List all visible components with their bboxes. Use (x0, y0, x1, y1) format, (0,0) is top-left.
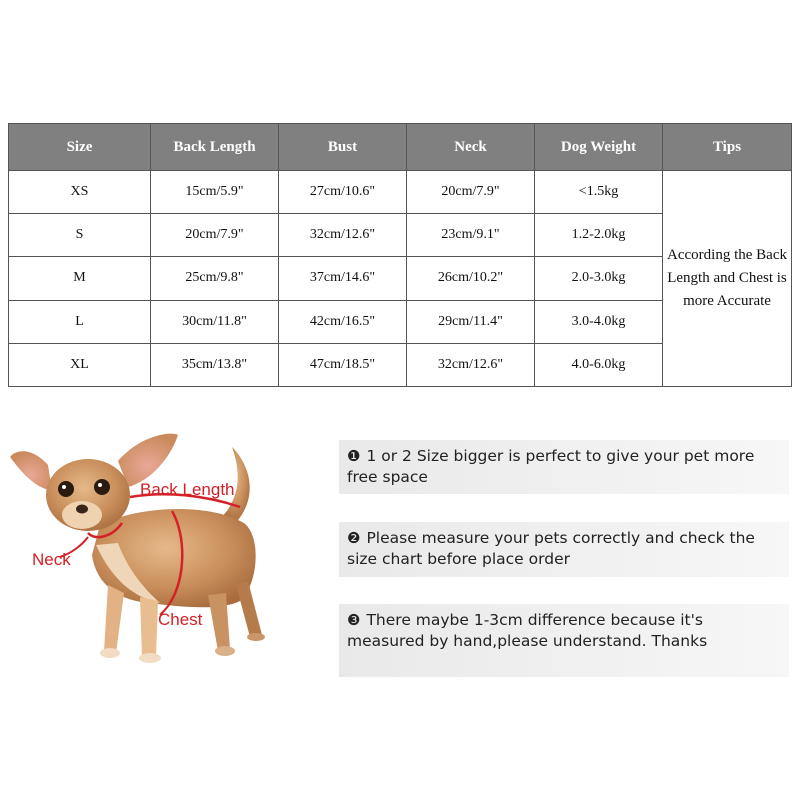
table-header-row (9, 124, 792, 171)
header-neck: Neck (407, 124, 535, 171)
dog-measurement-figure (0, 425, 330, 675)
cell-bust: 42cm/16.5" (279, 300, 407, 343)
table-row (9, 171, 792, 214)
cell-bust: 27cm/10.6" (279, 171, 407, 214)
chest-label: Chest (158, 610, 203, 629)
cell-neck: 23cm/9.1" (407, 214, 535, 257)
note-number-1: ❶ (347, 447, 361, 465)
cell-back-length: 35cm/13.8" (151, 343, 279, 386)
note-text: There maybe 1-3cm difference because it's measured by hand,please understand. Thanks (347, 611, 708, 650)
cell-back-length: 30cm/11.8" (151, 300, 279, 343)
note-text: 1 or 2 Size bigger is perfect to give your pet more free space (347, 447, 755, 486)
cell-back-length: 25cm/9.8" (151, 257, 279, 300)
cell-back-length: 20cm/7.9" (151, 214, 279, 257)
cell-bust: 47cm/18.5" (279, 343, 407, 386)
header-tips: Tips (663, 124, 792, 171)
header-dog-weight: Dog Weight (535, 124, 663, 171)
cell-dog-weight: 2.0-3.0kg (535, 257, 663, 300)
cell-dog-weight: 4.0-6.0kg (535, 343, 663, 386)
dog-illustration (10, 434, 265, 663)
note-difference (339, 604, 789, 677)
cell-neck: 29cm/11.4" (407, 300, 535, 343)
note-text: Please measure your pets correctly and check the size chart before place order (347, 529, 755, 568)
cell-size: M (9, 257, 151, 300)
note-number-2: ❷ (347, 529, 361, 547)
cell-dog-weight: 3.0-4.0kg (535, 300, 663, 343)
cell-neck: 32cm/12.6" (407, 343, 535, 386)
cell-size: XS (9, 171, 151, 214)
header-size: Size (9, 124, 151, 171)
cell-neck: 26cm/10.2" (407, 257, 535, 300)
cell-neck: 20cm/7.9" (407, 171, 535, 214)
size-chart-table (8, 123, 792, 387)
cell-bust: 32cm/12.6" (279, 214, 407, 257)
note-number-3: ❸ (347, 611, 361, 629)
header-back-length: Back Length (151, 124, 279, 171)
back-length-label: Back Length (140, 480, 235, 499)
neck-label: Neck (32, 550, 71, 569)
cell-dog-weight: 1.2-2.0kg (535, 214, 663, 257)
cell-bust: 37cm/14.6" (279, 257, 407, 300)
cell-size: L (9, 300, 151, 343)
tips-cell: According the Back Length and Chest is more Accurate (663, 171, 792, 387)
cell-dog-weight: <1.5kg (535, 171, 663, 214)
note-measure-correctly (339, 522, 789, 577)
note-size-bigger (339, 440, 789, 494)
cell-size: XL (9, 343, 151, 386)
cell-back-length: 15cm/5.9" (151, 171, 279, 214)
cell-size: S (9, 214, 151, 257)
header-bust: Bust (279, 124, 407, 171)
